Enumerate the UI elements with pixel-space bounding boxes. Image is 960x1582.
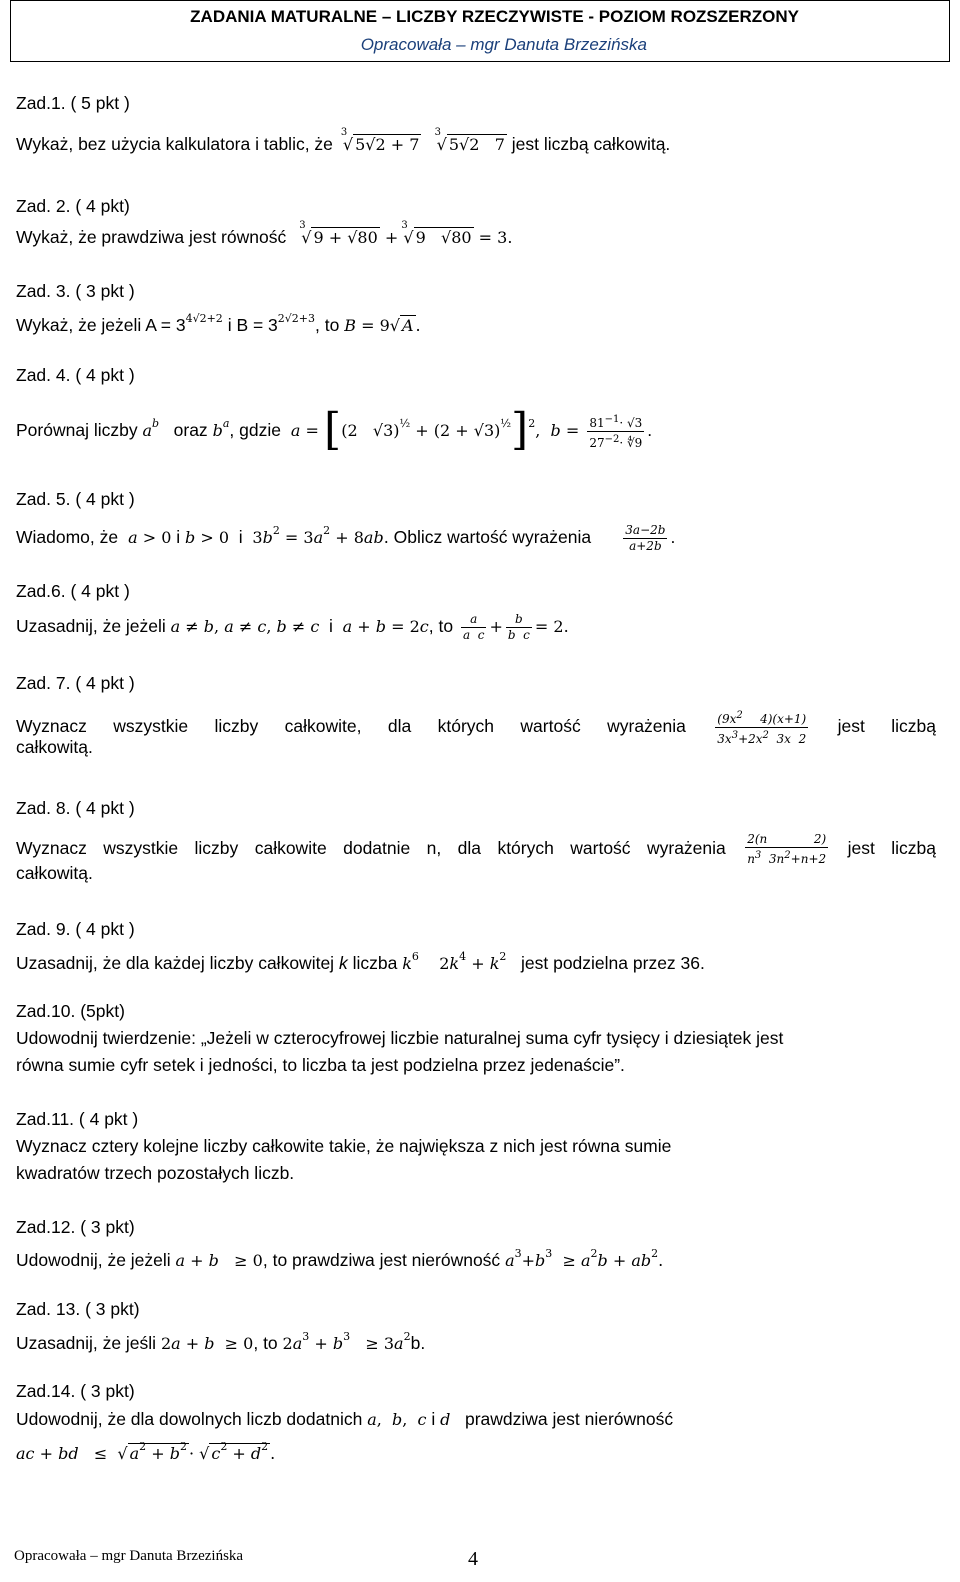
task-14-body: Udowodnij, że dla dowolnych liczb dodatnich a, b, c i d prawdziwa jest nierówność <box>16 1409 674 1429</box>
task-10-line2: równa sumie cyfr setek i jedności, to liczba ta jest podzielna przez jedenaście”. <box>16 1055 625 1075</box>
task-13-body: Uzasadnij, że jeśli 2a + b ≥ 0, to $2a^3 + b^3 \ge 3a^2b$. <box>16 1330 426 1353</box>
task-12-body: Udowodnij, że jeżeli a + b ≥ 0, to prawdziwa jest nierówność $a^3+b^3 \ge a^2b + ab^2$. <box>16 1247 664 1270</box>
task-6-body: Uzasadnij, że jeżeli a ≠ b, a ≠ c, b ≠ c i a + b = 2c, to $\frac{a}{\text{a c}}$ + $\frac{b}{\text{b c}}$ = 2. <box>16 612 569 642</box>
task-13-title: Zad. 13. ( 3 pkt) <box>16 1299 140 1319</box>
task-11-title: Zad.11. ( 4 pkt ) <box>16 1109 139 1129</box>
task-8-title: Zad. 8. ( 4 pkt ) <box>16 798 135 818</box>
header-author: Opracowała – mgr Danuta Brzezińska <box>360 35 647 54</box>
page-number: 4 <box>468 1548 478 1570</box>
task-6-fraction-2: $\frac{b}{\text{b c}}$ <box>507 612 530 642</box>
footer-author: Opracowała – mgr Danuta Brzezińska <box>14 1548 244 1564</box>
task-2-formula: 3 √ 9 + √80 + 3 √ 9 √80 = 3. <box>299 220 513 247</box>
task-5-title: Zad. 5. ( 4 pkt ) <box>16 489 135 509</box>
task-8-body: Wyznacz wszystkie liczby całkowite dodatnie n, dla których wartość wyrażenia $\frac{2(n 2)}{n^3 3n^2+n+2}$ jest liczbą <box>16 832 936 866</box>
header-title: ZADANIA MATURALNE – LICZBY RZECZYWISTE - POZIOM ROZSZERZONY <box>190 7 799 26</box>
task-6-fraction-1: $\frac{a}{\text{a c}}$ <box>462 612 485 642</box>
task-4-body: Porównaj liczby $a^b$ oraz $b^a$, gdzie a = [(2 $√3)^{\frac{1}{2}} + (2 + √3)^{\frac{1}{2}}]^2$, b = $\frac{81^{-1}\cdot √3}{27^{-2}\cdot ∜9}$ . <box>16 404 653 456</box>
task-3-formula: B <box>344 316 356 335</box>
task-12-formula: $a^3+b^3 \ge a^2b + ab^2$. <box>505 1247 664 1270</box>
task-1-body: Wykaż, bez użycia kalkulatora i tablic, że 3 √ 5√2 + 7 3 √ 5√2 7 jest liczbą całkowitą. <box>16 127 671 154</box>
task-2-title: Zad. 2. ( 4 pkt) <box>16 196 130 216</box>
task-6-title: Zad.6. ( 4 pkt ) <box>16 581 130 601</box>
task-7-title: Zad. 7. ( 4 pkt ) <box>16 673 135 693</box>
task-9-title: Zad. 9. ( 4 pkt ) <box>16 919 135 939</box>
task-4-fraction-b: $\frac{81^{-1}\cdot √3}{27^{-2}\cdot ∜9}$ <box>589 414 643 450</box>
task-12-title: Zad.12. ( 3 pkt) <box>16 1217 135 1237</box>
task-14-title: Zad.14. ( 3 pkt) <box>16 1381 135 1401</box>
task-7-line2: całkowitą. <box>16 737 93 757</box>
task-10-line1: Udowodnij twierdzenie: „Jeżeli w czterocyfrowej liczbie naturalnej suma cyfr tysięcy i dziesiątek jest <box>16 1028 784 1048</box>
task-10-title: Zad.10. (5pkt) <box>16 1001 125 1021</box>
task-5-fraction: $\frac{3a-2b}{a+2b}$ <box>625 522 666 553</box>
task-1-title: Zad.1. ( 5 pkt ) <box>16 93 130 113</box>
task-9-formula: $k^6$ $2k^4 + k^2$ <box>402 950 507 973</box>
task-5-formula: $3b^2 = 3a^2 + 8ab$. <box>252 524 389 547</box>
task-8-fraction: $\frac{2(n 2)}{n^3 3n^2+n+2}$ <box>747 832 827 866</box>
task-14-formula: ac + bd ≤ √ $a^2 + b^2$ · √ $c^2 + d^2$ . <box>16 1440 276 1463</box>
task-3-title: Zad. 3. ( 3 pkt ) <box>16 281 135 301</box>
page-header <box>10 0 950 62</box>
task-3-body: Wykaż, że jeżeli $A = 3^{4√2+2}$ i $B = 3^{2√2+3}$, to B = 9√ A . <box>16 312 421 335</box>
task-4-formula: a = [(2 $√3)^{\frac{1}{2}} + (2 + √3)^{\frac{1}{2}}]^2$, b = <box>290 404 585 456</box>
task-7-fraction: $\frac{(9x^2 4)(x+1)}{3x^3+2x^2 3x 2}$ <box>717 710 807 746</box>
task-7-body: Wyznacz wszystkie liczby całkowite, dla których wartość wyrażenia $\frac{(9x^2 4)(x+1)}{3x^3+2x^2 3x 2}$ jest liczbą <box>16 710 936 746</box>
task-8-line2: całkowitą. <box>16 863 93 883</box>
task-11-line2: kwadratów trzech pozostałych liczb. <box>16 1163 295 1183</box>
task-11-line1: Wyznacz cztery kolejne liczby całkowite takie, że największa z nich jest równa sumie <box>16 1136 672 1156</box>
task-9-body: Uzasadnij, że dla każdej liczby całkowitej k liczba $k^6$ $2k^4 + k^2$ jest podzielna przez 36. <box>16 950 705 973</box>
task-2-body: Wykaż, że prawdziwa jest równość 3 √ 9 + √80 + 3 √ 9 √80 = 3. <box>16 220 513 247</box>
task-5-body: Wiadomo, że a > 0 i b > 0 i $3b^2 = 3a^2 + 8ab$. Oblicz wartość wyrażenia $\frac{3a-2b}{a+2b}$ . <box>16 522 676 553</box>
task-1-formula: 3 √ 5√2 + 7 3 √ 5√2 7 <box>340 127 505 154</box>
task-13-formula: $2a^3 + b^3 \ge 3a^2$ <box>282 1330 411 1353</box>
task-4-title: Zad. 4. ( 4 pkt ) <box>16 365 135 385</box>
